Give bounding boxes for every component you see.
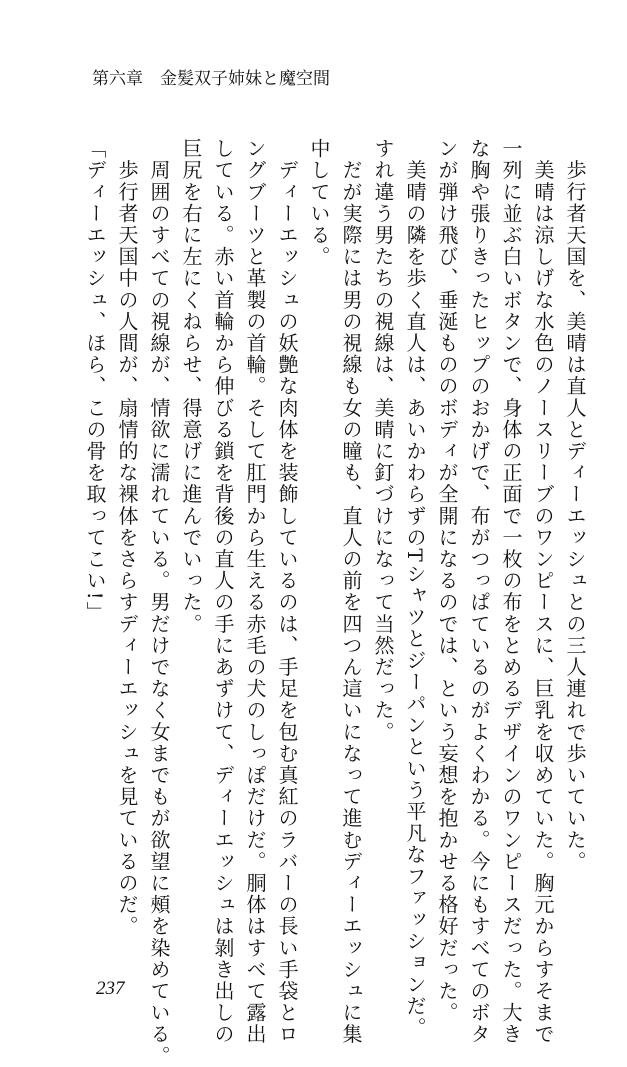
page-number: 237 (96, 978, 125, 999)
chapter-header: 第六章 金髪双子姉妹と魔空間 (92, 69, 330, 89)
text-column: 「ディーエッシュ、ほら、この骨を取ってこい!」 (83, 138, 107, 623)
text-column: 歩行者天国中の人間が、扇情的な裸体をさらすディーエッシュを見ているのだ。 (115, 138, 139, 938)
text-column: 中している。 (307, 138, 331, 268)
text-column: している。赤い首輪から伸びる鎖を背後の直人の手にあずけて、ディーエッシュは剝き出しの (211, 138, 235, 1046)
text-column: ディーエッシュの妖艶な肉体を装飾しているのは、手足を包む真紅のラバーの長い手袋とロ (275, 138, 299, 1046)
text-column: ンが弾け飛び、垂涎もののボディが全開になるのでは、という妄想を抱かせる格好だった。 (435, 138, 459, 1024)
text-column: 美晴は涼しげな水色のノースリーブのワンピースに、巨乳を収めていた。胸元からすそまで (531, 138, 555, 1046)
text-column: な胸や張りきったヒップのおかげで、布がつっぱているのがよくわかる。今にもすべてのボタ (467, 138, 491, 1046)
text-column: すれ違う男たちの視線は、美晴に釘づけになって当然だった。 (371, 138, 395, 743)
text-column: ングブーツと革製の首輪。そして肛門から生える赤毛の犬のしっぽだけだ。胴体はすべて露出 (243, 138, 267, 1046)
text-column: 周囲のすべての視線が、情欲に濡れている。男だけでなく女までもが欲望に頰を染めている。 (147, 138, 171, 1067)
text-column: 美晴の隣を歩く直人は、あいかわらずのTシャツとジーパンという平凡なファッションだ。 (403, 138, 427, 1039)
text-column: 巨尻を右に左にくねらせ、得意げに進んでいった。 (179, 138, 203, 635)
text-column: だが実際には男の視線も女の瞳も、直人の前を四つん這いになって進むディーエッシュに集 (339, 138, 363, 1046)
text-column: 歩行者天国を、美晴は直人とディーエッシュとの三人連れで歩いていた。 (563, 138, 587, 873)
text-column: 一列に並ぶ白いボタンで、身体の正面で一枚の布をとめるデザインのワンピースだった。大き (499, 138, 523, 1046)
